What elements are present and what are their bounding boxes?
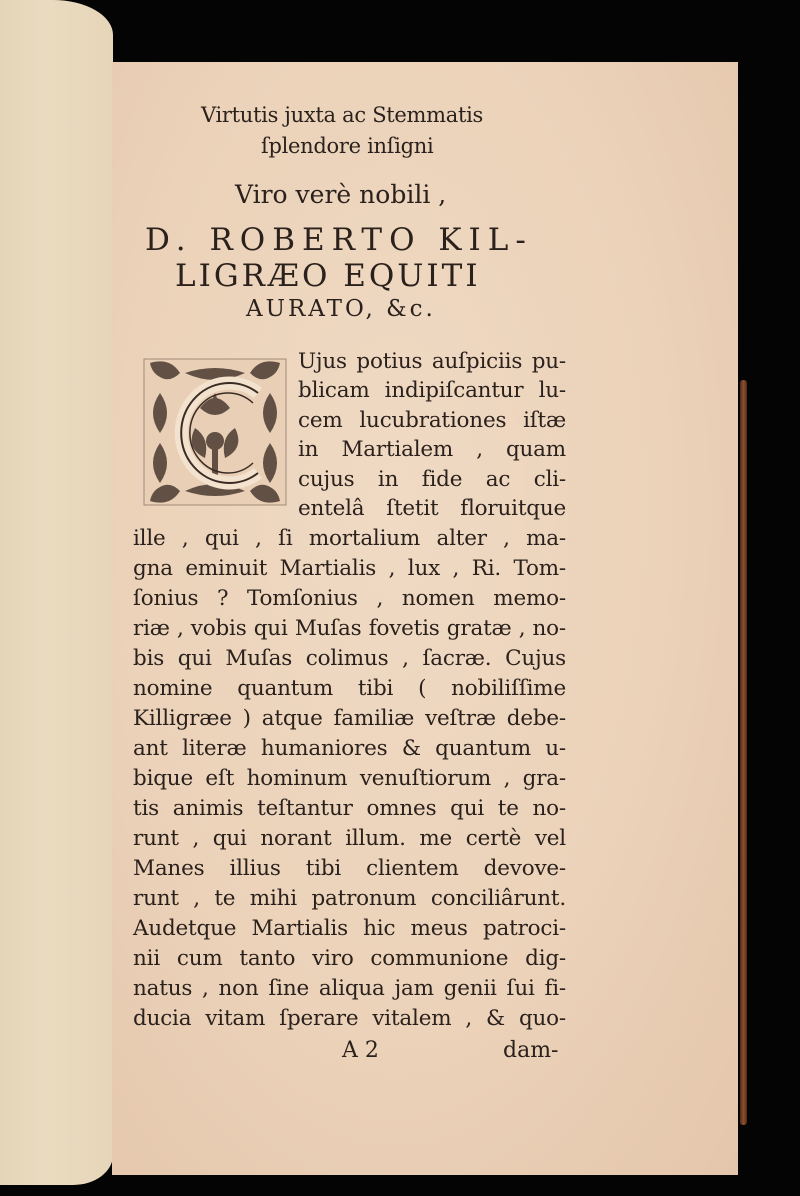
flyleaf-page [0,0,113,1185]
dedication-line-3: Viro verè nobili , [235,180,447,209]
body-text-line: natus , non ſine aliqua jam genii ſui fi- [133,976,566,1001]
body-text-line: blicam indipiſcantur lu- [298,378,566,403]
ornamental-initial-c-icon [140,353,290,511]
dedicatee-name-line-3: AURATO, &c. [246,296,436,322]
body-text-line: ſonius ? Tomſonius , nomen memo- [133,586,566,611]
book-spine-edge [740,380,747,1125]
body-text-line: riæ , vobis qui Muſas fovetis gratæ , no- [133,616,566,641]
body-text-line: Audetque Martialis hic meus patroci- [133,916,566,941]
body-text-line: bique eſt hominum venuſtiorum , gra- [133,766,566,791]
dedicatee-name-line-1: D. ROBERTO KIL- [145,222,533,258]
dedication-line-2: ſplendore inſigni [261,134,434,158]
body-text-line: entelâ ſtetit floruitque [298,496,566,521]
body-text-line: tis animis teſtantur omnes qui te no- [133,796,566,821]
body-text-line: Ujus potius auſpiciis pu- [298,349,566,374]
body-text-line: bis qui Muſas colimus , ſacræ. Cujus [133,646,566,671]
catchword: dam- [503,1038,559,1063]
dedicatee-name-line-2: LIGRÆO EQUITI [175,258,481,294]
body-text-line: runt , qui norant illum. me certè vel [133,826,566,851]
body-text-line: cem lucubrationes iſtæ [298,408,566,433]
body-text-line: ducia vitam ſperare vitalem , & quo- [133,1006,566,1031]
body-text-line: runt , te mihi patronum conciliârunt. [133,886,566,911]
body-text-line: ille , qui , ſi mortalium alter , ma- [133,526,566,551]
body-text-line: gna eminuit Martialis , lux , Ri. Tom- [133,556,566,581]
body-text-line: in Martialem , quam [298,437,566,462]
dedication-line-1: Virtutis juxta ac Stemmatis [201,103,484,127]
body-text-line: Killigræe ) atque familiæ veſtræ debe- [133,706,566,731]
body-text-line: nii cum tanto viro communione dig- [133,946,566,971]
body-text-line: ant literæ humaniores & quantum u- [133,736,566,761]
body-text-line: nomine quantum tibi ( nobiliſſime [133,676,566,701]
body-text-line: Manes illius tibi clientem devove- [133,856,566,881]
body-text-line: cujus in fide ac cli- [298,467,566,492]
signature-mark: A 2 [342,1038,379,1063]
